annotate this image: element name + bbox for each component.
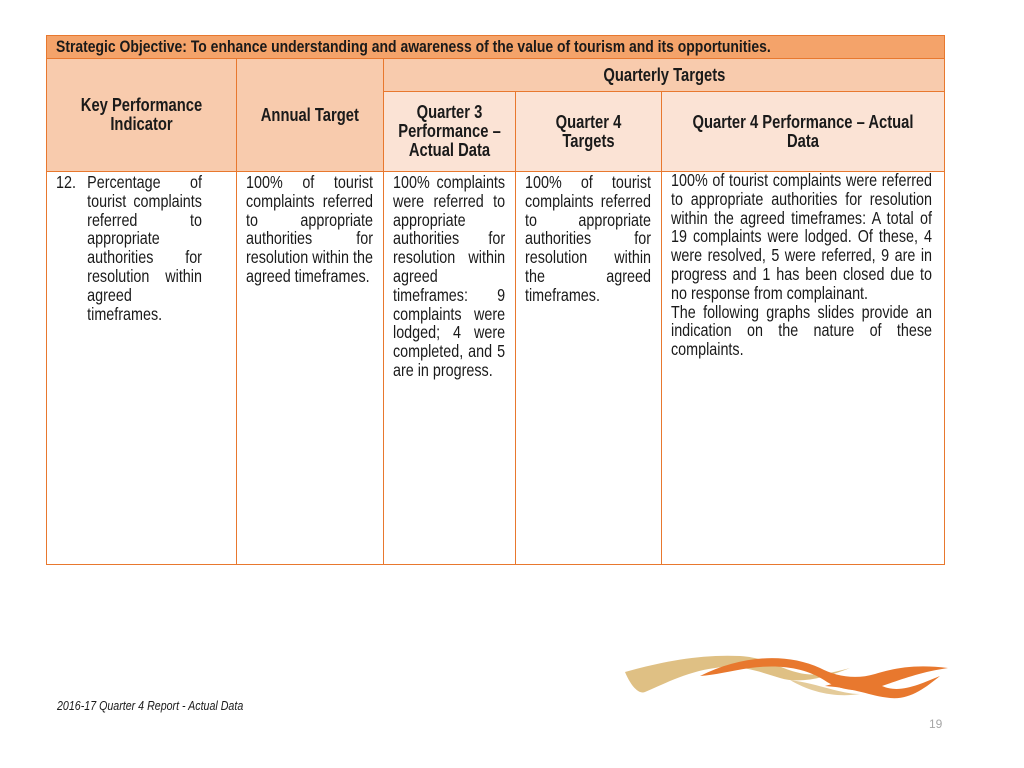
page-number: 19 xyxy=(929,717,943,731)
q3-performance-header xyxy=(384,92,516,172)
annual-target-header xyxy=(237,59,384,172)
q4-performance-header-text: Quarter 4 Performance – Actual Data xyxy=(692,111,914,151)
annual-target-text: 100% of tourist complaints referred to appropriate authorities for resolution within the agreed timeframes. xyxy=(246,172,373,286)
q4-performance-header xyxy=(662,92,945,172)
kpi-table xyxy=(46,35,945,565)
q4-targets-header xyxy=(516,92,662,172)
quarterly-targets-header-text: Quarterly Targets xyxy=(603,64,726,85)
table-row xyxy=(47,172,945,565)
objective-row xyxy=(47,36,945,59)
strategic-objective-text: Strategic Objective: To enhance understanding and awareness of the value of tourism and its opportunities. xyxy=(56,37,771,56)
kpi-text: Percentage of tourist complaints referred to appropriate authorities for resolution within agreed timeframes. xyxy=(87,172,202,324)
q4-targets-cell xyxy=(516,172,662,565)
q3-performance-header-text: Quarter 3 Performance – Actual Data xyxy=(398,102,501,160)
header-row-1 xyxy=(47,59,945,92)
quarterly-targets-header xyxy=(384,59,945,92)
q4-performance-text-2: The following graphs slides provide an indication on the nature of these complaints. xyxy=(671,301,932,360)
kpi-header xyxy=(47,59,237,172)
q4-targets-text: 100% of tourist complaints referred to appropriate authorities for resolution within the agreed timeframes. xyxy=(525,172,651,305)
kpi-header-text: Key Performance Indicator xyxy=(80,95,203,134)
swoosh-logo xyxy=(620,650,950,700)
q4-performance-text-1: 100% of tourist complaints were referred to appropriate authorities for resolution within the agreed timeframes: A total of 19 complaints were lodged. Of these, 4 were resolved, 5 were referred, 9 are in progress and 1 has been closed due to no response from complainant. xyxy=(671,170,932,303)
annual-target-header-text: Annual Target xyxy=(260,104,360,125)
kpi-number: 12. xyxy=(56,172,76,192)
annual-target-cell xyxy=(237,172,384,565)
kpi-cell xyxy=(47,172,237,565)
q3-performance-cell xyxy=(384,172,516,565)
q4-targets-header-text: Quarter 4 Targets xyxy=(555,111,622,151)
footer-text: 2016-17 Quarter 4 Report - Actual Data xyxy=(57,698,244,713)
q4-performance-cell xyxy=(662,172,945,565)
strategic-objective-cell xyxy=(47,36,945,59)
q3-performance-text: 100% complaints were referred to appropriate authorities for resolution within agreed timeframes: 9 complaints were lodged; 4 were completed, and 5 are in progress. xyxy=(393,172,506,380)
